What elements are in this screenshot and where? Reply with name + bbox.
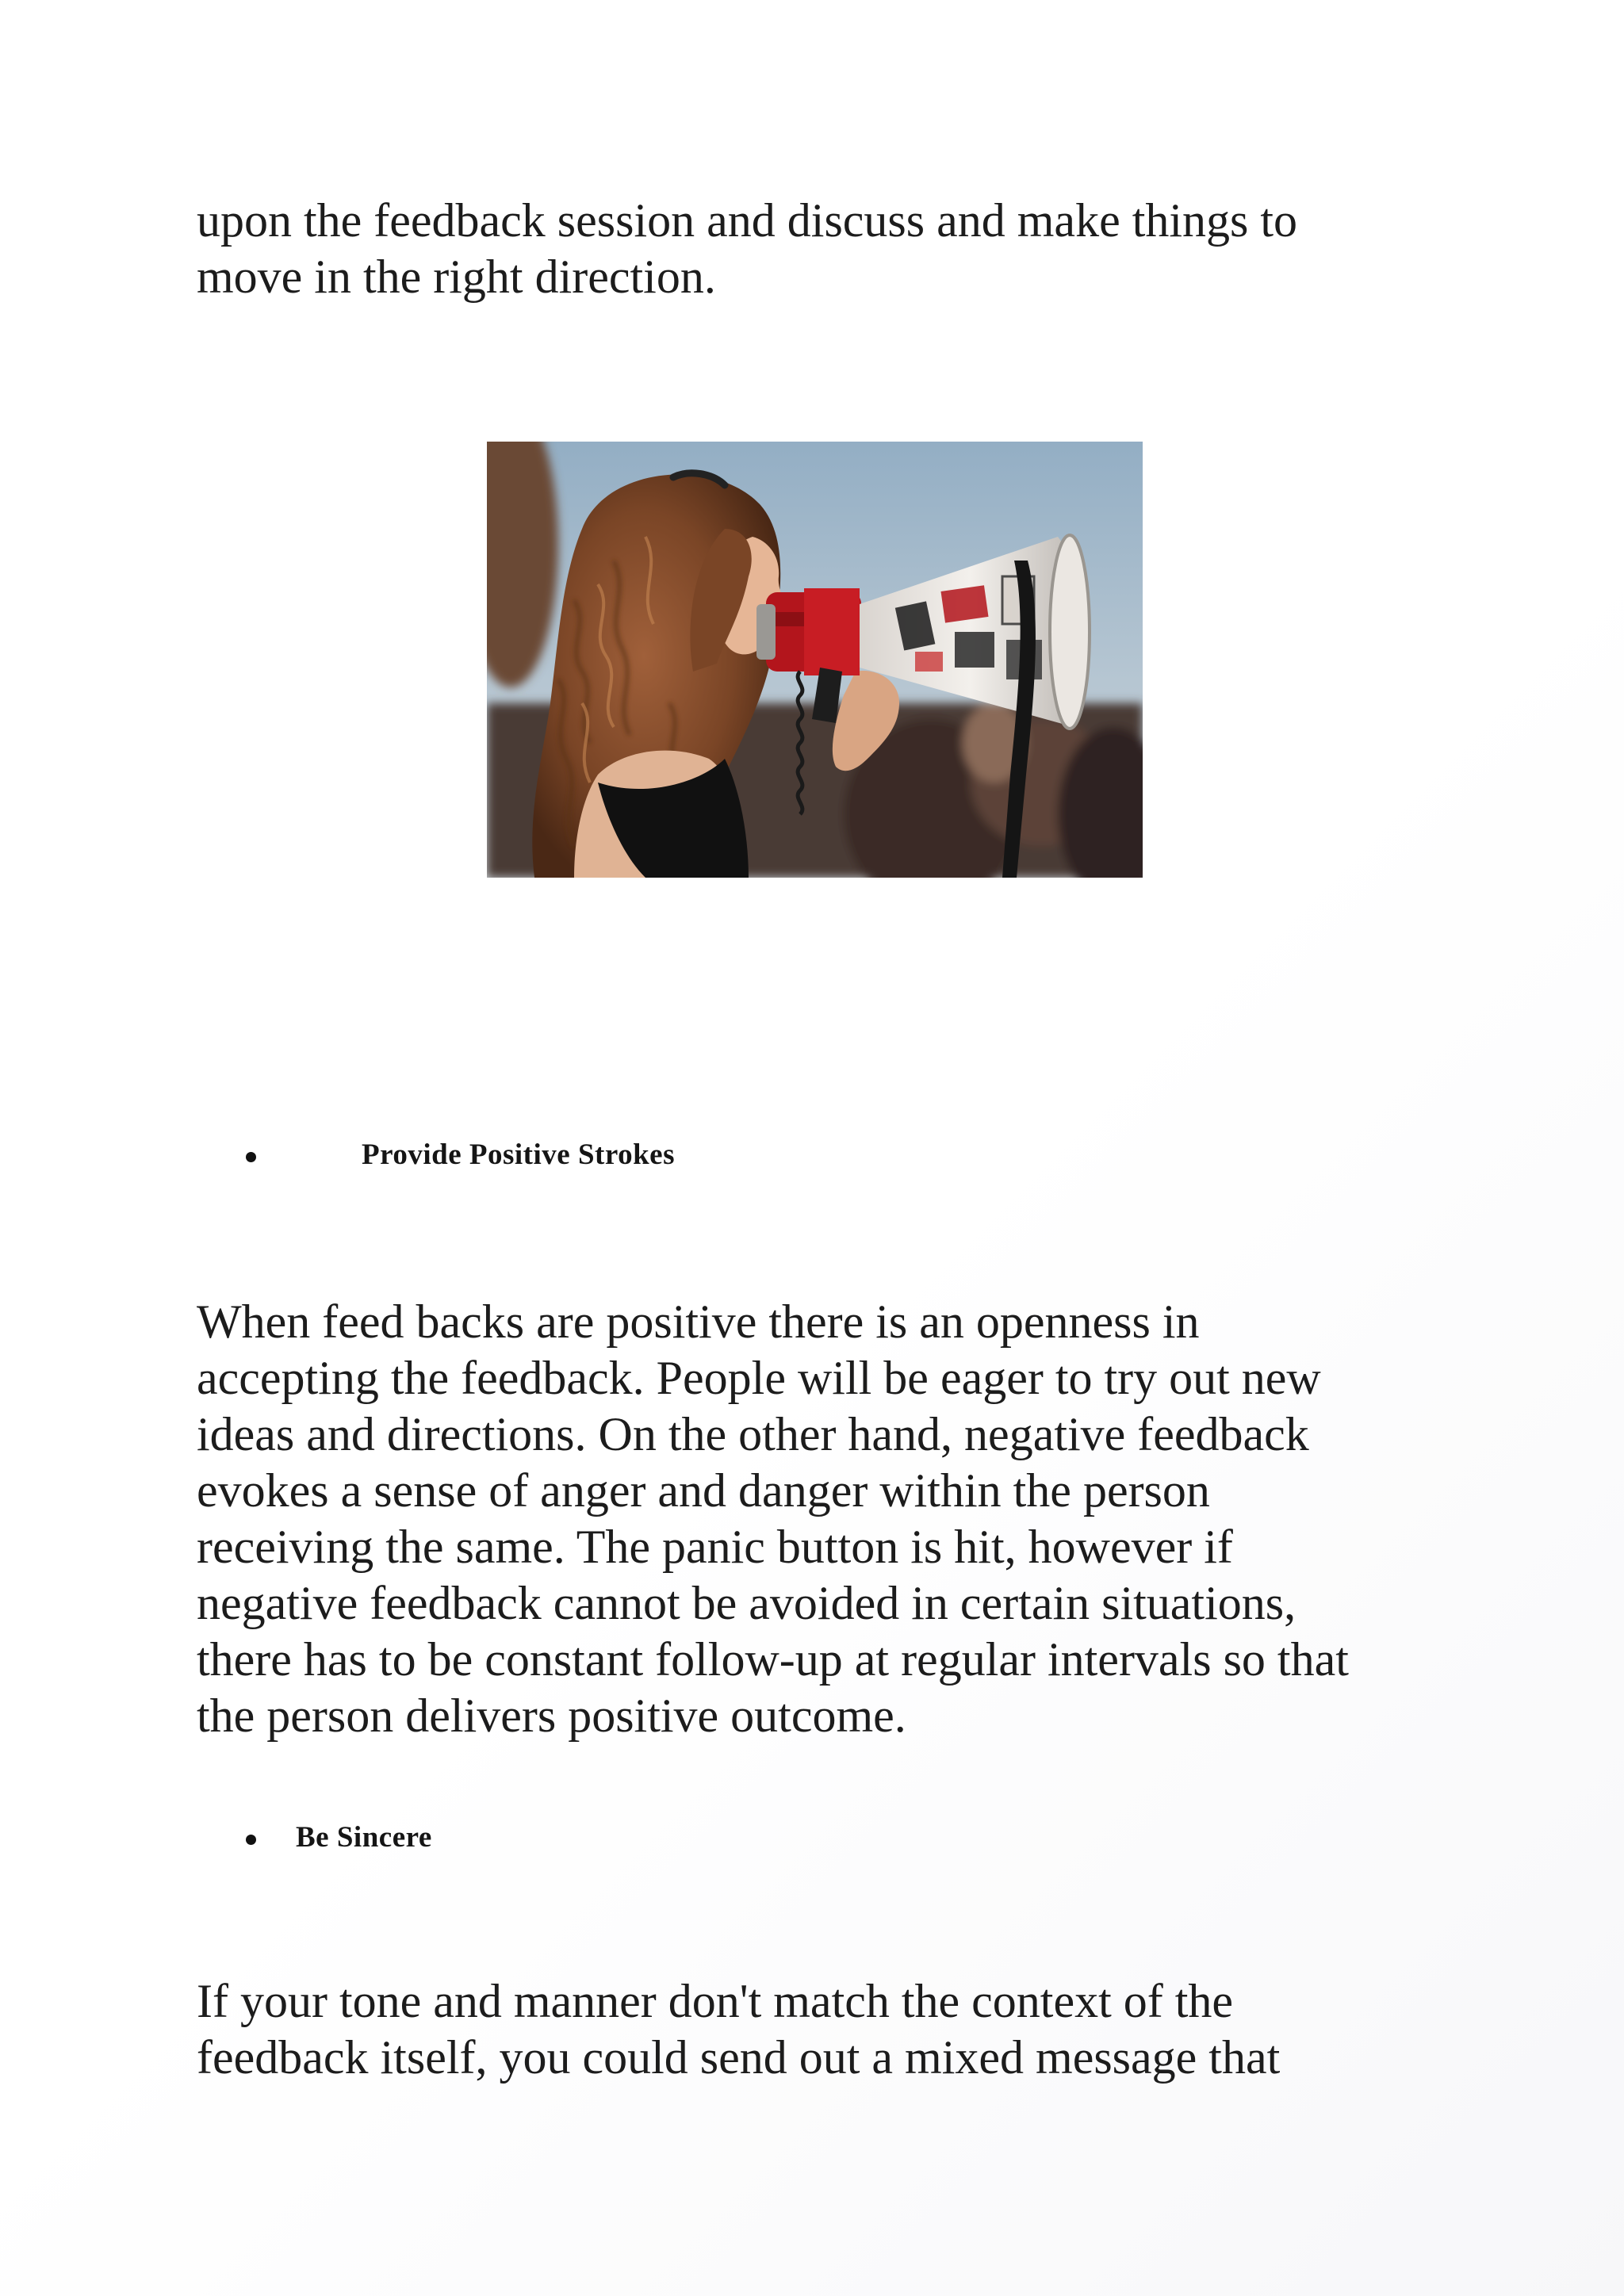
paragraph-line: receiving the same. The panic button is hit, however if xyxy=(197,1521,1233,1573)
paragraph-line: negative feedback cannot be avoided in certain situations, xyxy=(197,1577,1297,1629)
paragraph-line: When feed backs are positive there is an openness in xyxy=(197,1295,1200,1348)
paragraph-line: feedback itself, you could send out a mixed message that xyxy=(197,2031,1281,2084)
paragraph-line: the person delivers positive outcome. xyxy=(197,1689,906,1742)
paragraph-intro xyxy=(197,193,1434,305)
paragraph-sincere xyxy=(197,1973,1434,2086)
bullet-heading: Provide Positive Strokes xyxy=(362,1138,675,1171)
bullet-icon xyxy=(246,1152,256,1162)
paragraph-line: If your tone and manner don't match the context of the xyxy=(197,1975,1234,2027)
megaphone-photo xyxy=(487,442,1143,878)
list-item-be-sincere xyxy=(0,1818,793,1858)
paragraph-line: ideas and directions. On the other hand, negative feedback xyxy=(197,1408,1309,1460)
paragraph-positive-strokes xyxy=(197,1294,1434,1744)
list-item-provide-positive-strokes xyxy=(0,1135,793,1175)
paragraph-line: move in the right direction. xyxy=(197,251,716,303)
paragraph-line: there has to be constant follow-up at regular intervals so that xyxy=(197,1633,1349,1686)
paragraph-line: accepting the feedback. People will be eager to try out new xyxy=(197,1352,1321,1404)
paragraph-line: evokes a sense of anger and danger within the person xyxy=(197,1464,1210,1517)
bullet-heading: Be Sincere xyxy=(296,1821,432,1854)
paragraph-line: upon the feedback session and discuss and make things to xyxy=(197,194,1298,247)
bullet-icon xyxy=(246,1835,256,1845)
